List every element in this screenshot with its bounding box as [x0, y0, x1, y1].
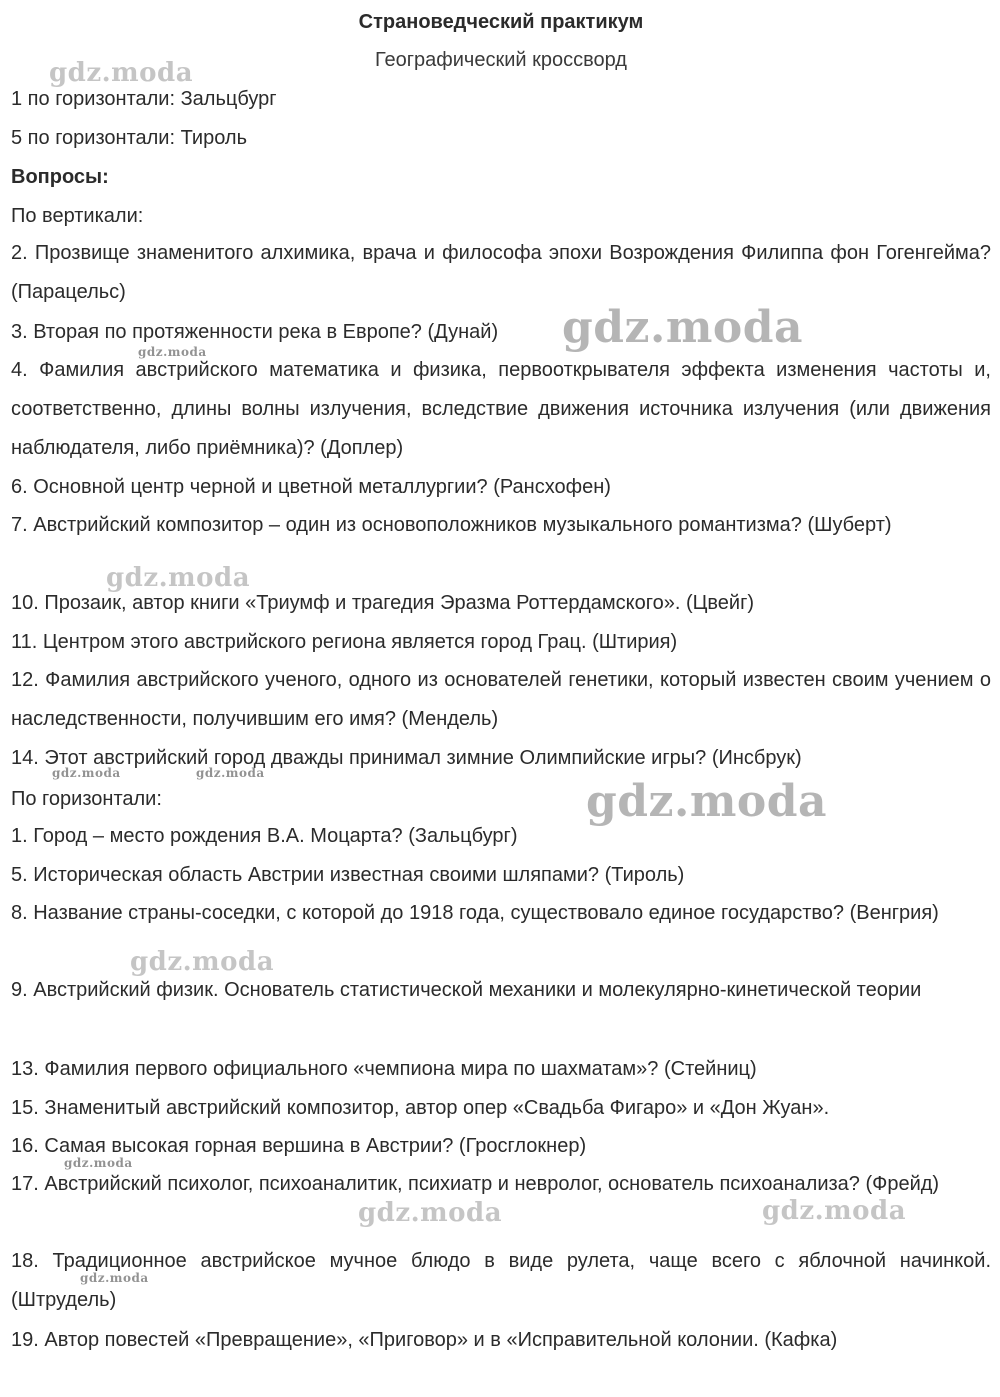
answer-line: 5 по горизонтали: Тироль [11, 127, 247, 149]
watermark: gdz.moda [762, 1196, 907, 1226]
watermark: gdz.moda [138, 345, 207, 359]
question-item: 7. Австрийский композитор – один из основоположников музыкального романтизма? (Шуберт) [11, 514, 892, 536]
questions-heading: Вопросы: [11, 166, 109, 188]
question-item: 11. Центром этого австрийского региона является город Грац. (Штирия) [11, 631, 678, 653]
question-item: 17. Австрийский психолог, психоаналитик, психиатр и невролог, основатель психоанализа? (Фрейд) [11, 1173, 940, 1195]
watermark: gdz.moda [64, 1156, 133, 1170]
question-item: 14. Этот австрийский город дважды принимал зимние Олимпийские игры? (Инсбрук) [11, 747, 802, 769]
question-item: 16. Самая высокая горная вершина в Австрии? (Гросглокнер) [11, 1135, 587, 1157]
watermark: gdz.moda [52, 766, 121, 780]
question-item: 9. Австрийский физик. Основатель статистической механики и молекулярно-кинетической теории [11, 979, 922, 1001]
watermark: gdz.moda [586, 776, 828, 827]
question-item: 18. Традиционное австрийское мучное блюдо в виде рулета, чаще всего с яблочной начинкой. (Штрудель) [11, 1250, 991, 1311]
watermark: gdz.moda [196, 766, 265, 780]
question-item: 4. Фамилия австрийского математика и физика, первооткрывателя эффекта изменения частоты и, соответственно, длины волны излучения, вследствие движения источника излучения (или движения наблюдателя, либо приёмника)? (Доплер) [11, 359, 991, 459]
question-item: 12. Фамилия австрийского ученого, одного из основателей генетики, который известен своим учением о наследственности, получившим его имя? (Мендель) [11, 669, 991, 730]
question-item: 15. Знаменитый австрийский композитор, автор опер «Свадьба Фигаро» и «Дон Жуан». [11, 1097, 830, 1119]
question-item: 1. Город – место рождения В.А. Моцарта? (Зальцбург) [11, 825, 518, 847]
vertical-heading: По вертикали: [11, 205, 144, 227]
page-subtitle: Географический кроссворд [375, 49, 627, 71]
question-item: 10. Прозаик, автор книги «Триумф и трагедия Эразма Роттердамского». (Цвейг) [11, 592, 755, 614]
question-item: 3. Вторая по протяженности река в Европе? (Дунай) [11, 321, 499, 343]
question-item: 6. Основной центр черной и цветной металлургии? (Рансхофен) [11, 476, 611, 498]
answer-line: 1 по горизонтали: Зальцбург [11, 88, 277, 110]
question-item: 8. Название страны-соседки, с которой до 1918 года, существовало единое государство? (Венгрия) [11, 902, 939, 924]
question-item: 2. Прозвище знаменитого алхимика, врача и философа эпохи Возрождения Филиппа фон Гогенгейма? (Парацельс) [11, 242, 991, 303]
question-item: 13. Фамилия первого официального «чемпиона мира по шахматам»? (Стейниц) [11, 1058, 757, 1080]
watermark: gdz.moda [106, 563, 251, 593]
watermark: gdz.moda [130, 947, 275, 977]
question-item: 5. Историческая область Австрии известная своими шляпами? (Тироль) [11, 864, 685, 886]
watermark: gdz.moda [80, 1271, 149, 1285]
watermark: gdz.moda [49, 58, 194, 88]
watermark: gdz.moda [358, 1198, 503, 1228]
horizontal-heading: По горизонтали: [11, 788, 162, 810]
watermark: gdz.moda [562, 302, 804, 353]
question-item: 19. Автор повестей «Превращение», «Приговор» и в «Исправительной колонии. (Кафка) [11, 1329, 838, 1351]
page-title: Страноведческий практикум [358, 11, 644, 33]
